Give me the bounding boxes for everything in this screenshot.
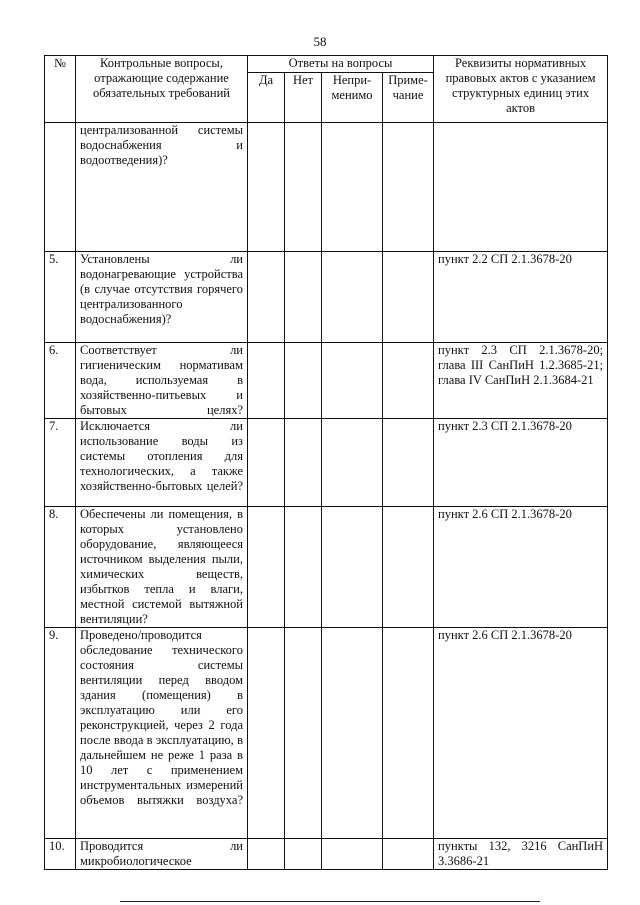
header-questions: Контрольные вопросы, отражающие содержание обязательных требований bbox=[76, 56, 248, 123]
answer-note-cell[interactable] bbox=[383, 343, 434, 419]
answer-na-cell[interactable] bbox=[322, 252, 383, 343]
table-row bbox=[45, 628, 608, 839]
header-num: № bbox=[45, 56, 76, 123]
row-number: 6. bbox=[45, 343, 76, 419]
row-reference bbox=[434, 123, 608, 252]
answer-na-cell[interactable] bbox=[322, 507, 383, 628]
row-reference: пункт 2.3 СП 2.1.3678-20 bbox=[434, 419, 608, 507]
row-question: Соответствует ли гигиеническим нормативам вода, используемая в хозяйственно-питьевых и бытовых целях? bbox=[76, 343, 248, 419]
table-row bbox=[45, 507, 608, 628]
row-reference: пункт 2.6 СП 2.1.3678-20 bbox=[434, 507, 608, 628]
answer-note-cell[interactable] bbox=[383, 839, 434, 870]
answer-no-cell[interactable] bbox=[285, 628, 322, 839]
answer-no-cell[interactable] bbox=[285, 343, 322, 419]
header-answer-note: Приме-чание bbox=[383, 73, 434, 123]
row-reference: пункт 2.2 СП 2.1.3678-20 bbox=[434, 252, 608, 343]
answer-note-cell[interactable] bbox=[383, 507, 434, 628]
answer-no-cell[interactable] bbox=[285, 839, 322, 870]
row-question: централизованной системы водоснабжения и водоотведения)? bbox=[76, 123, 248, 252]
header-answer-na: Непри-менимо bbox=[322, 73, 383, 123]
answer-yes-cell[interactable] bbox=[248, 628, 285, 839]
row-reference: пункт 2.6 СП 2.1.3678-20 bbox=[434, 628, 608, 839]
answer-yes-cell[interactable] bbox=[248, 419, 285, 507]
answer-na-cell[interactable] bbox=[322, 839, 383, 870]
answer-no-cell[interactable] bbox=[285, 123, 322, 252]
answer-na-cell[interactable] bbox=[322, 123, 383, 252]
row-question: Проводится ли микробиологическое bbox=[76, 839, 248, 870]
row-reference: пункт 2.3 СП 2.1.3678-20; глава III СанПиН 1.2.3685-21; глава IV СанПиН 2.1.3684-21 bbox=[434, 343, 608, 419]
answer-na-cell[interactable] bbox=[322, 419, 383, 507]
answer-note-cell[interactable] bbox=[383, 419, 434, 507]
answer-no-cell[interactable] bbox=[285, 507, 322, 628]
checklist-table bbox=[44, 55, 608, 870]
row-question: Обеспечены ли помещения, в которых установлено оборудование, являющееся источником выделения пыли, химических веществ, избытков тепла и влаги, местной системой вытяжной вентиляции? bbox=[76, 507, 248, 628]
table-row bbox=[45, 123, 608, 252]
table-row bbox=[45, 343, 608, 419]
row-number: 7. bbox=[45, 419, 76, 507]
header-references: Реквизиты нормативных правовых актов с указанием структурных единиц этих актов bbox=[434, 56, 608, 123]
answer-note-cell[interactable] bbox=[383, 123, 434, 252]
header-answer-yes: Да bbox=[248, 73, 285, 123]
table-row bbox=[45, 252, 608, 343]
answer-na-cell[interactable] bbox=[322, 628, 383, 839]
row-question: Проведено/проводится обследование технического состояния системы вентиляции перед вводом здания (помещения) в эксплуатацию или его реконструкцией, через 2 года после ввода в эксплуатацию, в дальнейшем не реже 1 раза в 10 лет с применением инструментальных измерений объемов вытяжки воздуха? bbox=[76, 628, 248, 839]
answer-no-cell[interactable] bbox=[285, 252, 322, 343]
table-row bbox=[45, 839, 608, 870]
page-bottom-edge bbox=[120, 901, 540, 902]
header-answers-group: Ответы на вопросы bbox=[248, 56, 434, 73]
row-question: Установлены ли водонагревающие устройства (в случае отсутствия горячего централизованного водоснабжения)? bbox=[76, 252, 248, 343]
answer-yes-cell[interactable] bbox=[248, 252, 285, 343]
answer-yes-cell[interactable] bbox=[248, 507, 285, 628]
answer-note-cell[interactable] bbox=[383, 628, 434, 839]
row-number bbox=[45, 123, 76, 252]
answer-note-cell[interactable] bbox=[383, 252, 434, 343]
answer-yes-cell[interactable] bbox=[248, 839, 285, 870]
header-answer-no: Нет bbox=[285, 73, 322, 123]
header-row-1 bbox=[45, 56, 608, 73]
answer-yes-cell[interactable] bbox=[248, 343, 285, 419]
answer-no-cell[interactable] bbox=[285, 419, 322, 507]
row-reference: пункты 132, 3216 СанПиН 3.3686-21 bbox=[434, 839, 608, 870]
answer-yes-cell[interactable] bbox=[248, 123, 285, 252]
row-number: 8. bbox=[45, 507, 76, 628]
row-number: 5. bbox=[45, 252, 76, 343]
page-number: 58 bbox=[313, 34, 327, 49]
row-number: 10. bbox=[45, 839, 76, 870]
row-number: 9. bbox=[45, 628, 76, 839]
answer-na-cell[interactable] bbox=[322, 343, 383, 419]
table-row bbox=[45, 419, 608, 507]
row-question: Исключается ли использование воды из системы отопления для технологических, а также хозяйственно-бытовых целей? bbox=[76, 419, 248, 507]
